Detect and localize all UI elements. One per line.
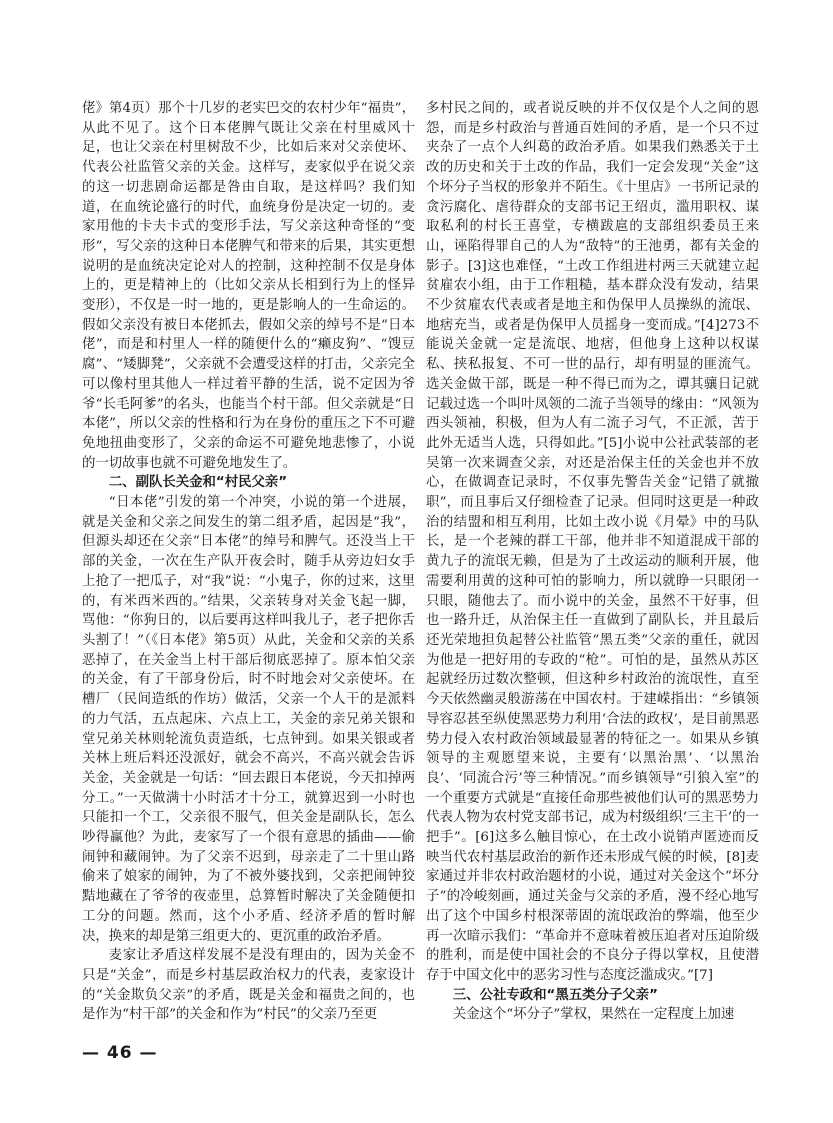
right-column [426, 99, 759, 1025]
section-heading-3: 三、公社专政和“黑五类分子父亲” [452, 987, 658, 1003]
left-column [82, 99, 415, 1025]
right-paragraph-1: 多村民之间的，或者说反映的并不仅仅是个人之间的恩怨，而是乡村政治与普通百姓间的矛盾，是一个只不过夹杂了一点个人纠葛的政治矛盾。如果我们熟悉关于土改的历史和关于土改的作品，我们一定会发现“关金”这个坏分子当权的形象并不陌生。《十里店》一书所记录的贪污腐化、虐待群众的支部书记王绍贞，滥用职权、谋取私利的村长王喜堂，专横跋扈的支部组织委员王来山，诬陷得罪自己的人为“敌特”的王池勇，都有关金的影子。[3]这也难怪，“土改工作组进村两三天就建立起贫雇农小组，由于工作粗糙，基本群众没有发动，结果不少贫雇农代表或者是地主和伪保甲人员操纵的流氓、地痞充当，或者是伪保甲人员摇身一变而成。”[4]273不能说关金就一定是流氓、地痞，但他身上这种以权谋私、挟私报复、不可一世的品行，却有明显的匪流气。选关金做干部，既是一种不得已而为之，谭其骧日记就记载过选一个叫叶凤领的二流子当领导的缘由：“风领为西头领袖，积极，但为人有二流子习气，不正派，苦于此外无适当人选，只得如此。”[5]小说中公社武装部的老吴第一次来调查父亲，对还是治保主任的关金也并不放心，在做调查记录时，不仅事先警告关金“记错了就撤职”，而且事后又仔细检查了记录。但同时这更是一种政治的结盟和相互利用，比如土改小说《月晕》中的马队长，是一个老辣的群工干部，他并非不知道混成干部的黄九子的流氓无赖，但是为了土改运动的顺利开展，他需要利用黄的这种可怕的影响力，所以就睁一只眼闭一只眼，随他去了。而小说中的关金，虽然不干好事，但也一路升迁，从治保主任一直做到了副队长，并且最后还光荣地担负起替公社监管“黑五类”父亲的重任，就因为他是一把好用的专政的“枪”。可怕的是，虽然从苏区起就经历过数次整顿，但这种乡村政治的流氓性，直至今天依然幽灵般游荡在中国农村。于建嵘指出：“乡镇领导容忍甚至纵使黑恶势力利用‘合法的政权’，是目前黑恶势力侵入农村政治领域最显著的特征之一。如果从乡镇领导的主观愿望来说，主要有‘以黑治黑’、‘以黑治良’、‘同流合污’等三种情况。”而乡镇领导“引狼入室”的一个重要方式就是“直接任命那些被他们认可的黑恶势力代表人物为农村党支部书记，成为村级组织‘三主干’的一把手”。[6]这多么触目惊心，在土改小说销声匿迹而反映当代农村基层政治的新作还未形成气候的时候，[8]麦家通过并非农村政治题材的小说，通过对关金这个“坏分子”的冷峻刻画，通过关金与父亲的矛盾，漫不经心地写出了这个中国乡村根深蒂固的流氓政治的弊端，他至少再一次暗示我们：“革命并不意味着被压迫者对压迫阶级的胜利，而是使中国社会的不良分子得以掌权，且使潜存于中国文化中的恶劣习性与态度泛滥成灾。”[7] [426, 101, 759, 983]
right-paragraph-2: 关金这个“坏分子”掌权，果然在一定程度上加速 [452, 1007, 735, 1023]
page-number: — 46 — [82, 1043, 158, 1063]
left-paragraph-1: 佬》第4页）那个十几岁的老实巴交的农村少年“福贵”，从此不见了。这个日本佬脾气既让父亲在村里威风十足，也让父亲在村里树敌不少，比如后来对父亲使坏、代表公社监管父亲的关金。这样写，麦家似乎在说父亲的这一切悲剧命运都是咎由自取，是这样吗？我们知道，在血统论盛行的时代，血统身份是决定一切的。麦家用他的卡夫卡式的变形手法，写父亲这种奇怪的“变形”，写父亲的这种日本佬脾气和带来的后果，其实更想说明的是血统决定论对人的控制，这种控制不仅是身体上的，更是精神上的（比如父亲从长相到行为上的怪异变形），不仅是一时一地的，更是影响人的一生命运的。假如父亲没有被日本佬抓去，假如父亲的绰号不是“日本佬”，而是和村里人一样的随便什么的“癞皮狗”、“馊豆腐”、“矮脚凳”，父亲就不会遭受这样的打击，父亲完全可以像村里其他人一样过着平静的生活，说不定因为爷爷“长毛阿爹”的名头，也能当个村干部。但父亲就是“日本佬”，所以父亲的性格和行为在身份的重压之下不可避免地扭曲变形了，父亲的命运不可避免地悲惨了，小说的一切故事也就不可避免地发生了。 [82, 101, 415, 471]
left-paragraph-2: “日本佬”引发的第一个冲突，小说的第一个进展，就是关金和父亲之间发生的第二组矛盾，起因是“我”，但源头却还在父亲“日本佬”的绰号和脾气。还没当上干部的关金，一次在生产队开夜会时，随手从旁边妇女手上抢了一把瓜子，对“我”说：“小鬼子，你的过来，这里的，有米西米西的。”结果，父亲转身对关金飞起一脚，骂他：“你狗日的，以后要再这样叫我儿子，老子把你舌头割了！”（《日本佬》第5页）从此，关金和父亲的关系恶掉了，在关金当上村干部后彻底恶掉了。原本怕父亲的关金，有了干部身份后，时不时地会对父亲使坏。在槽厂（民间造纸的作坊）做活，父亲一个人干的是派料的力气活，五点起床、六点上工，关金的亲兄弟关银和堂兄弟关林则轮流负责造纸，七点钟到。如果关银或者关林上班后料还没派好，就会不高兴，不高兴就会告诉关金，关金就是一句话：“回去跟日本佬说，今天扣掉两分工。”一天做满十小时活才十分工，就算迟到一小时也只能扣一个工，父亲很不服气，但关金是副队长，怎么吵得赢他？为此，麦家写了一个很有意思的插曲——偷闹钟和藏闹钟。为了父亲不迟到，母亲走了二十里山路偷来了娘家的闹钟，为了不被外婆找到，父亲把闹钟狡黠地藏在了爷爷的夜壶里，总算暂时解决了关金随便扣工分的问题。然而，这个小矛盾、经济矛盾的暂时解决，换来的却是第三组更大的、更沉重的政治矛盾。 [82, 495, 415, 944]
left-paragraph-3: 麦家让矛盾这样发展不是没有理由的，因为关金不只是“关金”，而是乡村基层政治权力的代表，麦家设计的“关金欺负父亲”的矛盾，既是关金和福贵之间的，也是作为“村干部”的关金和作为“村民”的父亲乃至更 [82, 948, 415, 1023]
section-heading-2: 二、副队长关金和“村民父亲” [108, 475, 288, 491]
